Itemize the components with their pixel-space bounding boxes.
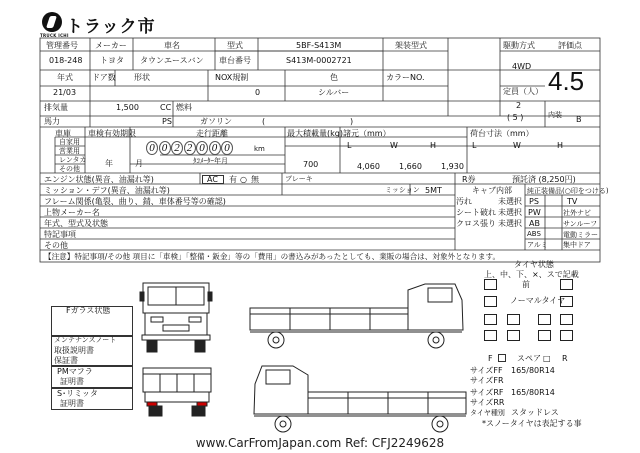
expiry-year-unit: 年 — [105, 159, 113, 168]
chassis-no-value: S413M-0002721 — [286, 56, 352, 65]
odometer-digit: 0 — [196, 141, 208, 155]
tyre-f-check — [498, 354, 506, 362]
pm-cert-label: 証明書 — [60, 377, 84, 386]
deck-l-label: L — [472, 141, 477, 150]
tyre-spare-mark: □ — [543, 354, 551, 363]
displacement-unit: CC — [160, 103, 172, 112]
body-type-label: 架装型式 — [395, 41, 427, 50]
dims-w-value: 1,660 — [399, 162, 422, 171]
control-no-label: 管理番号 — [46, 41, 78, 50]
grade-label: 評価点 — [558, 41, 582, 50]
mission-type-label: ミッション — [385, 186, 420, 194]
type-value: 5BF-S413M — [296, 41, 342, 50]
logo-subtext: TRUCK ICHI — [40, 33, 69, 38]
dims-l-label: L — [347, 141, 352, 150]
displacement-label: 排気量 — [44, 103, 68, 112]
truck-side-view-right — [254, 366, 466, 432]
fuel-paren-close: ) — [350, 117, 354, 126]
maintenance-note-label: メンテナンスノート — [54, 336, 117, 344]
manual-label: 取扱説明書 — [54, 346, 94, 355]
size-rf-label: サイズRF — [470, 388, 504, 397]
garage-rental: レンタカ — [59, 156, 87, 164]
garage-label: 車庫 — [55, 129, 71, 138]
deck-label: 荷台寸法（mm） — [470, 129, 534, 138]
size-ff-label: サイズFF — [470, 366, 503, 375]
equip-abs: ABS — [527, 230, 541, 238]
watermark: www.CarFromJapan.com Ref: CFJ2249628 — [195, 436, 445, 450]
fuel-label: 燃料 — [176, 103, 192, 112]
size-ff-value: 165/80R14 — [511, 366, 555, 375]
equip-ab: AB — [529, 219, 540, 228]
tyre-box — [484, 330, 497, 341]
capacity-max-value: ( 5 ) — [507, 113, 524, 122]
mission-type-value: 5MT — [425, 186, 442, 195]
seat-label: シート破れ — [456, 208, 496, 217]
s-limiter-label: S･リミッタ — [57, 389, 98, 398]
tyre-box — [538, 314, 551, 325]
windshield-label: Fガラス状態 — [66, 306, 111, 315]
deck-h-label: H — [557, 141, 564, 150]
color-value: シルバー — [318, 88, 350, 97]
color-label: 色 — [330, 73, 338, 82]
dims-h-label: H — [430, 141, 437, 150]
capacity-value: 2 — [516, 101, 522, 110]
tyre-box — [507, 314, 520, 325]
truck-front-view — [140, 283, 212, 352]
nox-value: 0 — [255, 88, 261, 97]
odometer-digit: 0 — [221, 141, 233, 155]
max-load-label: 最大積載量(kg) — [287, 129, 343, 138]
equip-sunroof: サンルーフ — [563, 220, 598, 228]
tacho-label: ﾀｺﾒｰﾀｰ年月 — [193, 157, 228, 165]
cross-value: 未選択 — [498, 219, 522, 228]
tyre-box — [560, 330, 573, 341]
equip-central-lock: 集中ドア — [563, 241, 591, 249]
ac-yes: 有 — [229, 175, 237, 184]
maker-label: メーカー — [95, 41, 127, 50]
dims-l-value: 4,060 — [357, 162, 380, 171]
equip-aftermarket-nav: 社外ナビ — [563, 209, 591, 217]
grade-value: 4.5 — [548, 66, 585, 96]
interior-value: B — [576, 115, 582, 124]
dirt-label: 汚れ — [456, 197, 472, 206]
recycle-label: R券 — [462, 175, 476, 184]
max-load-value: 700 — [303, 160, 319, 169]
hp-unit: PS — [162, 117, 172, 126]
year-value: 21/03 — [53, 88, 77, 97]
tyre-f-label: F — [488, 354, 493, 363]
drive-value: 4WD — [512, 62, 532, 71]
mission-label: ミッション・デフ(異音、油漏れ等) — [44, 186, 170, 195]
mileage-label: 走行距離 — [196, 129, 228, 138]
tyre-front-label: 前 — [522, 280, 530, 289]
recycle-deposit: 預託済 (8,250円) — [512, 175, 576, 184]
garage-other: その他 — [59, 165, 80, 173]
tyre-normal-label: ノーマルタイヤ — [510, 296, 566, 305]
cab-interior-label: キャブ内部 — [472, 186, 512, 195]
tyre-box — [484, 279, 497, 290]
mileage-unit: km — [254, 145, 265, 153]
capacity-label: 定員（人） — [503, 87, 543, 96]
shape-label: 形状 — [134, 73, 150, 82]
cross-label: クロス張り — [456, 219, 496, 228]
maker-value: トヨタ — [100, 56, 124, 65]
tyre-title: タイヤ状態 — [514, 260, 554, 269]
tyre-box — [560, 279, 573, 290]
seat-value: 未選択 — [498, 208, 522, 217]
tyre-spare-label: スペア — [517, 354, 541, 363]
equip-power-mirror: 電動ミラー — [563, 231, 598, 239]
expiry-label: 車検有効期限 — [88, 129, 136, 138]
garage-commercial: 営業用 — [59, 147, 80, 155]
dims-label: 諸元（mm） — [343, 129, 391, 138]
drive-label: 駆動方式 — [503, 41, 535, 50]
model-name-value: タウンエースバン — [140, 56, 204, 65]
equip-tv: TV — [567, 197, 578, 206]
garage-private: 自家用 — [59, 138, 80, 146]
fuel-paren-open: ( — [262, 117, 266, 126]
fuel-value: ガソリン — [200, 117, 232, 126]
truck-rear-view — [143, 368, 211, 416]
body-maker-label: 上物メーカー名 — [44, 208, 100, 217]
odometer-digit: 0 — [146, 141, 158, 155]
tyre-box — [484, 296, 497, 307]
odometer-digit: 2 — [184, 141, 196, 155]
truck-side-view-left — [250, 284, 463, 348]
tyre-r-label: R — [562, 354, 568, 363]
model-name-label: 車名 — [164, 41, 180, 50]
dirt-value: 未選択 — [498, 197, 522, 206]
snow-tyre-note: *スノータイヤは表記する事 — [482, 419, 582, 428]
size-rr-label: サイズRR — [470, 398, 505, 407]
odometer-digit: 0 — [159, 141, 171, 155]
notice-text: 【注意】特記事項/その他 項目に「車検」「整備・鈑金」等の「費用」の書込みがあったとしても、業販の場合は、対象外となります。 — [44, 252, 501, 261]
body-year-label: 年式、型式及状態 — [44, 219, 108, 228]
brake-label: ブレーキ — [285, 175, 313, 183]
size-rf-value: 165/80R14 — [511, 388, 555, 397]
color-no-label: カラーNO. — [386, 73, 425, 82]
interior-label: 内装 — [548, 111, 562, 119]
odometer-digit: 2 — [171, 141, 183, 155]
warranty-label: 保証書 — [54, 356, 78, 365]
special-notes-label: 特記事項 — [44, 230, 76, 239]
equip-alloy: アルミ — [527, 241, 548, 249]
year-label: 年式 — [57, 73, 73, 82]
engine-label: エンジン状態(異音、油漏れ等) — [44, 175, 154, 184]
dims-w-label: W — [390, 141, 398, 150]
equip-ps: PS — [529, 197, 539, 206]
logo-text: トラック市 — [66, 17, 156, 37]
ac-mark: ○ — [240, 175, 247, 184]
deck-w-label: W — [513, 141, 521, 150]
equip-pw: PW — [528, 208, 541, 217]
tyre-legend: 上、中、下、×、スで記載 — [484, 270, 579, 279]
genuine-equipment-label: 純正装備品(○印をつける) — [527, 187, 609, 195]
ac-label: AC — [207, 175, 218, 184]
tyre-box — [560, 314, 573, 325]
tyre-box — [538, 330, 551, 341]
displacement-value: 1,500 — [116, 103, 139, 112]
size-fr-label: サイズFR — [470, 376, 504, 385]
hp-label: 馬力 — [44, 117, 60, 126]
nox-label: NOX規制 — [215, 73, 249, 82]
tyre-type-label: タイヤ種別 — [470, 409, 505, 417]
ac-no: 無 — [251, 175, 259, 184]
chassis-no-label: 車台番号 — [219, 56, 251, 65]
tyre-type-value: スタッドレス — [511, 408, 559, 417]
type-label: 型式 — [227, 41, 243, 50]
dims-h-value: 1,930 — [441, 162, 464, 171]
expiry-month-unit: 月 — [135, 159, 143, 168]
frame-label: フレーム関係(亀裂、曲り、錆、車体番号等の確認) — [44, 197, 226, 206]
doors-label: ドア数 — [92, 73, 116, 82]
control-no-value: 018-248 — [49, 56, 83, 65]
tyre-box — [484, 314, 497, 325]
pm-muffler-label: PMマフラ — [57, 367, 93, 376]
other-label: その他 — [44, 241, 68, 250]
tyre-box — [507, 330, 520, 341]
odometer-digit: 0 — [209, 141, 221, 155]
s-cert-label: 証明書 — [60, 399, 84, 408]
